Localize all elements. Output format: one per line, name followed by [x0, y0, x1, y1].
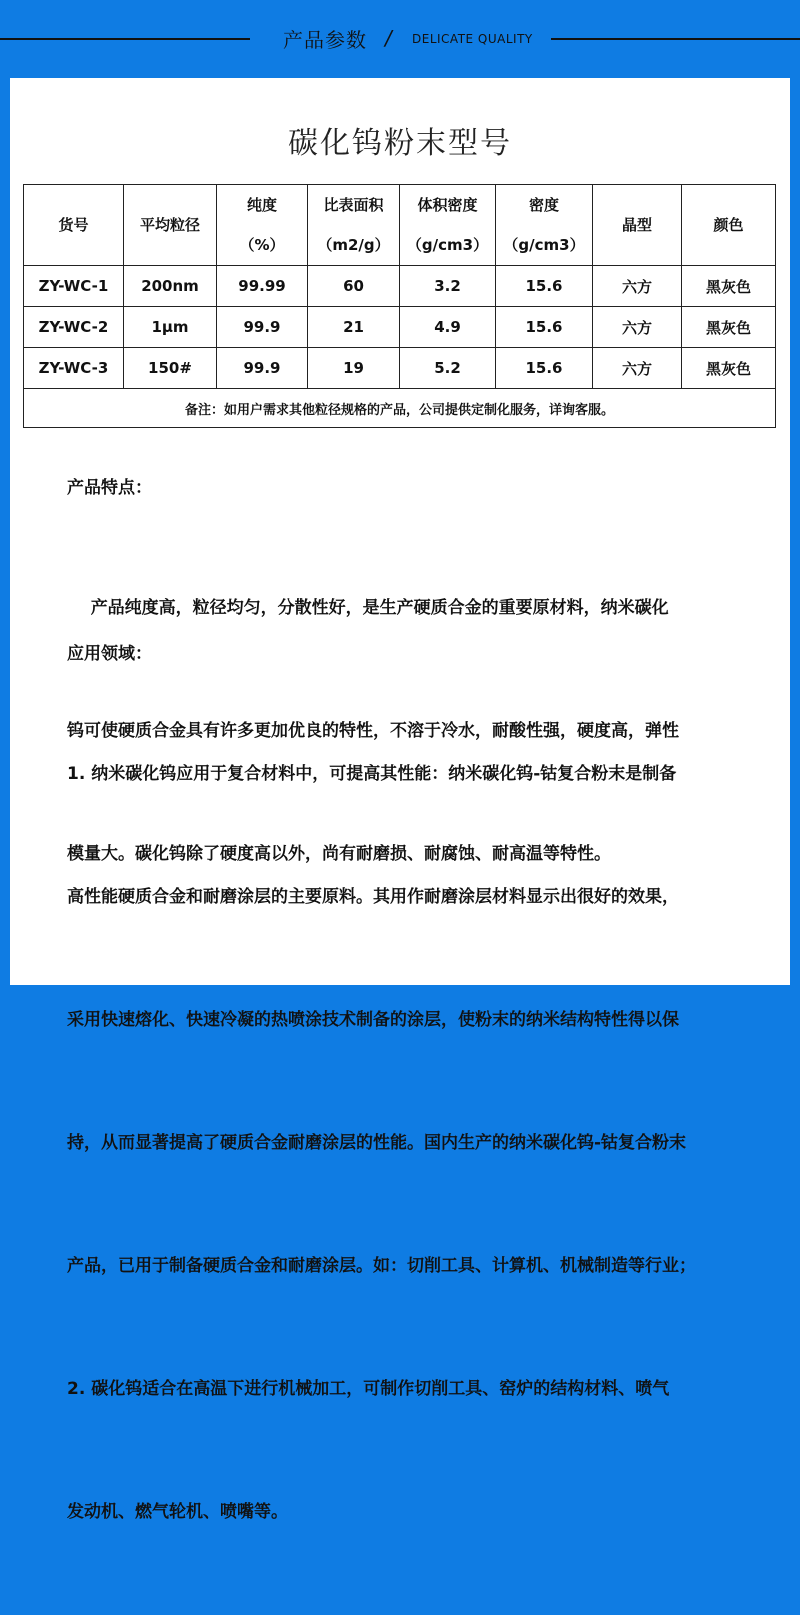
text-line: 产品，已用于制备硬质合金和耐磨涂层。如：切削工具、计算机、机械制造等行业； — [67, 1256, 696, 1276]
table-cell: ZY-WC-3 — [24, 348, 124, 389]
applications-heading: 应用领域： — [67, 644, 152, 664]
table-cell: ZY-WC-1 — [24, 266, 124, 307]
text-line: 产品纯度高，粒径均匀，分散性好，是生产硬质合金的重要原材料，纳米碳化 — [67, 598, 669, 618]
text-line: 模量大。碳化钨除了硬度高以外，尚有耐磨损、耐腐蚀、耐高温等特性。 — [67, 844, 611, 864]
table-cell: 六方 — [593, 348, 682, 389]
table-cell: 4.9 — [400, 307, 496, 348]
table-cell: 六方 — [593, 266, 682, 307]
header-cell-surface-area: 比表面积 （m2/g） — [308, 185, 400, 266]
header-cell-color: 颜色 — [682, 185, 776, 266]
table-row — [24, 307, 776, 348]
table-cell: 15.6 — [496, 348, 593, 389]
table-cell: 5.2 — [400, 348, 496, 389]
text-line: 采用快速熔化、快速冷凝的热喷涂技术制备的涂层，使粉末的纳米结构特性得以保 — [67, 1010, 679, 1030]
header-slash: / — [385, 26, 392, 50]
header-cell-density: 密度 （g/cm3） — [496, 185, 593, 266]
header-divider-left — [0, 38, 250, 40]
table-cell: 150# — [124, 348, 217, 389]
table-cell: 21 — [308, 307, 400, 348]
applications-text — [67, 672, 757, 1615]
features-heading: 产品特点： — [67, 478, 152, 498]
header-cell-purity: 纯度 （%） — [217, 185, 308, 266]
table-note: 备注：如用户需求其他粒径规格的产品，公司提供定制化服务，详询客服。 — [24, 389, 776, 428]
table-cell: 15.6 — [496, 266, 593, 307]
header-cell-crystal-form: 晶型 — [593, 185, 682, 266]
text-line: 发动机、燃气轮机、喷嘴等。 — [67, 1502, 288, 1522]
table-cell: 200nm — [124, 266, 217, 307]
table-cell: 99.99 — [217, 266, 308, 307]
table-cell: 黑灰色 — [682, 307, 776, 348]
header-cell-item-no: 货号 — [24, 185, 124, 266]
table-header-row — [24, 185, 776, 266]
table-cell: 99.9 — [217, 348, 308, 389]
table-note-row — [24, 389, 776, 428]
text-line: 持，从而显著提高了硬质合金耐磨涂层的性能。国内生产的纳米碳化钨-钴复合粉末 — [67, 1133, 687, 1153]
header-title: 产品参数 — [283, 28, 367, 52]
table-cell: 六方 — [593, 307, 682, 348]
model-title: 碳化钨粉末型号 — [288, 126, 512, 161]
text-line: 钨可使硬质合金具有许多更加优良的特性，不溶于冷水，耐酸性强，硬度高，弹性 — [67, 721, 679, 741]
table-cell: 黑灰色 — [682, 348, 776, 389]
table-cell: 3.2 — [400, 266, 496, 307]
table-row — [24, 266, 776, 307]
table-cell: 1μm — [124, 307, 217, 348]
table-cell: ZY-WC-2 — [24, 307, 124, 348]
text-line: 1. 纳米碳化钨应用于复合材料中，可提高其性能：纳米碳化钨-钴复合粉末是制备 — [67, 764, 677, 784]
table-row — [24, 348, 776, 389]
table-cell: 99.9 — [217, 307, 308, 348]
spec-table — [23, 184, 776, 428]
header-band — [0, 0, 800, 78]
header-cell-bulk-density: 体积密度 （g/cm3） — [400, 185, 496, 266]
header-divider-right — [551, 38, 800, 40]
table-cell: 15.6 — [496, 307, 593, 348]
table-cell: 黑灰色 — [682, 266, 776, 307]
text-line: 2. 碳化钨适合在高温下进行机械加工，可制作切削工具、窑炉的结构材料、喷气 — [67, 1379, 670, 1399]
text-line: 高性能硬质合金和耐磨涂层的主要原料。其用作耐磨涂层材料显示出很好的效果， — [67, 887, 679, 907]
table-cell: 19 — [308, 348, 400, 389]
header-subtitle: DELICATE QUALITY — [412, 32, 533, 46]
content-panel — [10, 78, 790, 1522]
header-cell-particle-size: 平均粒径 — [124, 185, 217, 266]
table-cell: 60 — [308, 266, 400, 307]
